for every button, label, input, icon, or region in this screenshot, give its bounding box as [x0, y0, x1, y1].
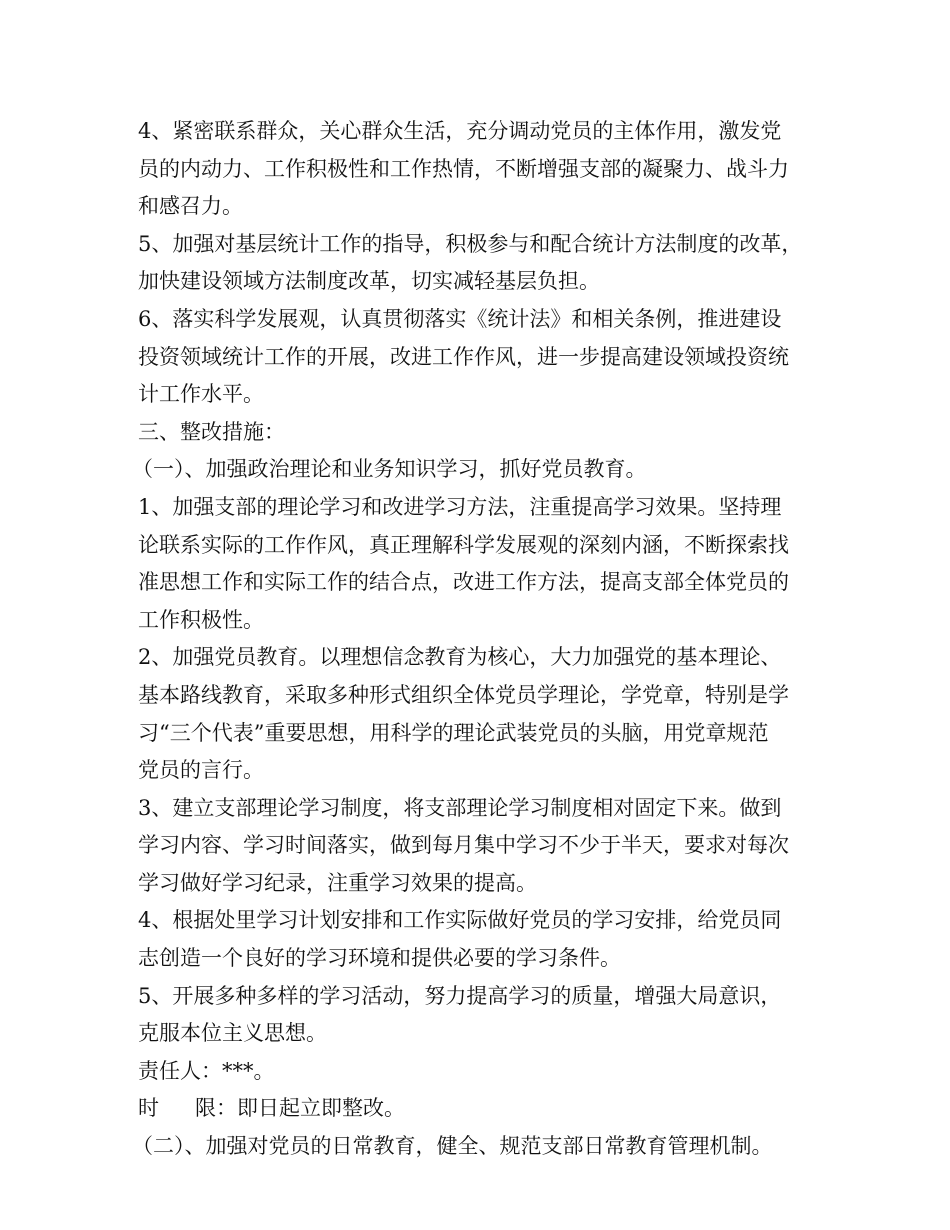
responsible-person: 责任人：***。: [138, 1058, 275, 1083]
text-line: 3、建立支部理论学习制度，将支部理论学习制度相对固定下来。做到: [138, 795, 782, 820]
text-line: 习“三个代表”重要思想，用科学的理论武装党员的头脑，用党章规范: [138, 720, 769, 745]
subsection-heading: （二）、加强对党员的日常教育，健全、规范支部日常教育管理机制。: [132, 1134, 773, 1159]
text-line: 6、落实科学发展观，认真贯彻落实《统计法》和相关条例，推进建设: [138, 306, 782, 331]
text-line: 克服本位主义思想。: [138, 1021, 327, 1046]
text-line: 5、加强对基层统计工作的指导，积极参与和配合统计方法制度的改革，: [138, 231, 803, 256]
text-line: 准思想工作和实际工作的结合点，改进工作方法，提高支部全体党员的: [138, 570, 789, 595]
text-line: 4、紧密联系群众，关心群众生活，充分调动党员的主体作用，激发党: [138, 119, 782, 143]
text-line: 和感召力。: [138, 194, 243, 219]
section-heading: 三、整改措施：: [138, 419, 285, 444]
text-line: 员的内动力、工作积极性和工作热情，不断增强支部的凝聚力、战斗力: [138, 156, 789, 181]
deadline-label-start: 时: [138, 1096, 159, 1121]
text-line: 加快建设领域方法制度改革，切实减轻基层负担。: [138, 269, 600, 294]
text-line: 工作积极性。: [138, 607, 264, 632]
text-line: 1、加强支部的理论学习和改进学习方法，注重提高学习效果。坚持理: [138, 494, 782, 519]
text-line: 投资领域统计工作的开展，改进工作作风，进一步提高建设领域投资统: [138, 344, 789, 369]
text-line: 党员的言行。: [138, 758, 264, 783]
text-line: 志创造一个良好的学习环境和提供必要的学习条件。: [138, 946, 621, 971]
text-line: 学习内容、学习时间落实，做到每月集中学习不少于半天，要求对每次: [138, 833, 789, 858]
text-line: 论联系实际的工作作风，真正理解科学发展观的深刻内涵，不断探索找: [138, 532, 789, 557]
text-line: 学习做好学习纪录，注重学习效果的提高。: [138, 870, 537, 895]
text-line: 基本路线教育，采取多种形式组织全体党员学理论，学党章，特别是学: [138, 682, 789, 707]
deadline-label-end: 限：即日起立即整改。: [195, 1096, 405, 1121]
subsection-heading: （一）、加强政治理论和业务知识学习，抓好党员教育。: [132, 457, 647, 482]
text-line: 2、加强党员教育。以理想信念教育为核心，大力加强党的基本理论、: [138, 645, 782, 670]
document-body: [132, 113, 818, 1166]
deadline-line: [138, 1090, 818, 1128]
text-line: 4、根据处里学习计划安排和工作实际做好党员的学习安排，给党员同: [138, 908, 782, 933]
text-line: 计工作水平。: [138, 382, 264, 407]
text-line: 5、开展多种多样的学习活动，努力提高学习的质量，增强大局意识，: [138, 983, 782, 1008]
